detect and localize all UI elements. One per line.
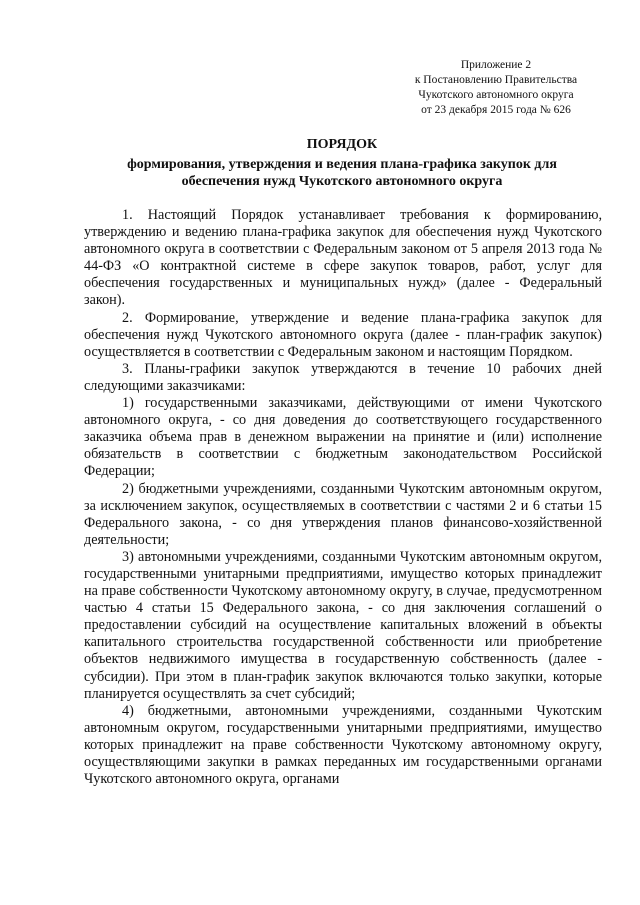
document-body bbox=[84, 207, 602, 788]
appendix-number: Приложение 2 bbox=[460, 59, 532, 71]
paragraph-3: 3. Планы-графики закупок утверждаются в течение 10 рабочих дней следующими заказчиками: bbox=[84, 360, 602, 394]
subitem-3: 3) автономными учреждениями, созданными Чукотским автономным округом, государственными унитарными предприятиями, имущество которых принадлежит на праве собственности Чукотскому автономному округу, в случае, предусмотренном частью 4 статьи 15 Федерального закона, - со дня заключения соглашений о предоставлении субсидий на осуществление капитальных вложений в объекты капитального строительства государственной собственности или приобретение объектов недвижимого имущества в государственную собственность (далее - субсидии). При этом в план-график закупок включаются только закупки, которые планируется осуществлять за счет субсидий; bbox=[84, 548, 602, 702]
subitem-2: 2) бюджетными учреждениями, созданными Чукотским автономным округом, за исключением закупок, осуществляемых в соответствии с частями 2 и 6 статьи 15 Федерального закона, - со дня утверждения планов финансово-хозяйственной деятельности; bbox=[84, 480, 602, 548]
paragraph-1: 1. Настоящий Порядок устанавливает требования к формированию, утверждению и ведению плана-графика закупок для обеспечения нужд Чукотского автономного округа в соответствии с Федеральным законом от 5 апреля 2013 года № 44-ФЗ «О контрактной системе в сфере закупок товаров, работ, услуг для обеспечения государственных и муниципальных нужд» (далее - Федеральный закон). bbox=[84, 207, 602, 309]
appendix-header bbox=[396, 58, 596, 118]
subitem-4: 4) бюджетными, автономными учреждениями, созданными Чукотским автономным округом, государственными унитарными предприятиями, имущество которых принадлежит на праве собственности Чукотскому автономному округу, осуществляющими закупки в рамках переданных им государственными органами Чукотского автономного округа, органами bbox=[84, 702, 602, 788]
appendix-reference: к Постановлению Правительства bbox=[414, 74, 578, 86]
subtitle-line: формирования, утверждения и ведения плана-графика закупок для bbox=[127, 157, 557, 172]
paragraph-2: 2. Формирование, утверждение и ведение плана-графика закупок для обеспечения нужд Чукотского автономного округа (далее - план-график закупок) осуществляется в соответствии с Федеральным законом и настоящим Порядком. bbox=[84, 309, 602, 360]
document-subtitle bbox=[84, 156, 600, 190]
document-title: ПОРЯДОК bbox=[306, 137, 378, 152]
appendix-authority: Чукотского автономного округа bbox=[418, 89, 574, 101]
title-block bbox=[84, 136, 600, 190]
appendix-date-number: от 23 декабря 2015 года № 626 bbox=[421, 104, 571, 116]
subtitle-line: обеспечения нужд Чукотского автономного округа bbox=[181, 174, 503, 189]
subitem-1: 1) государственными заказчиками, действующими от имени Чукотского автономного округа, - со дня доведения до соответствующего государственного заказчика объема прав в денежном выражении на принятие и (или) исполнение обязательств в соответствии с бюджетным законодательством Российской Федерации; bbox=[84, 395, 602, 480]
